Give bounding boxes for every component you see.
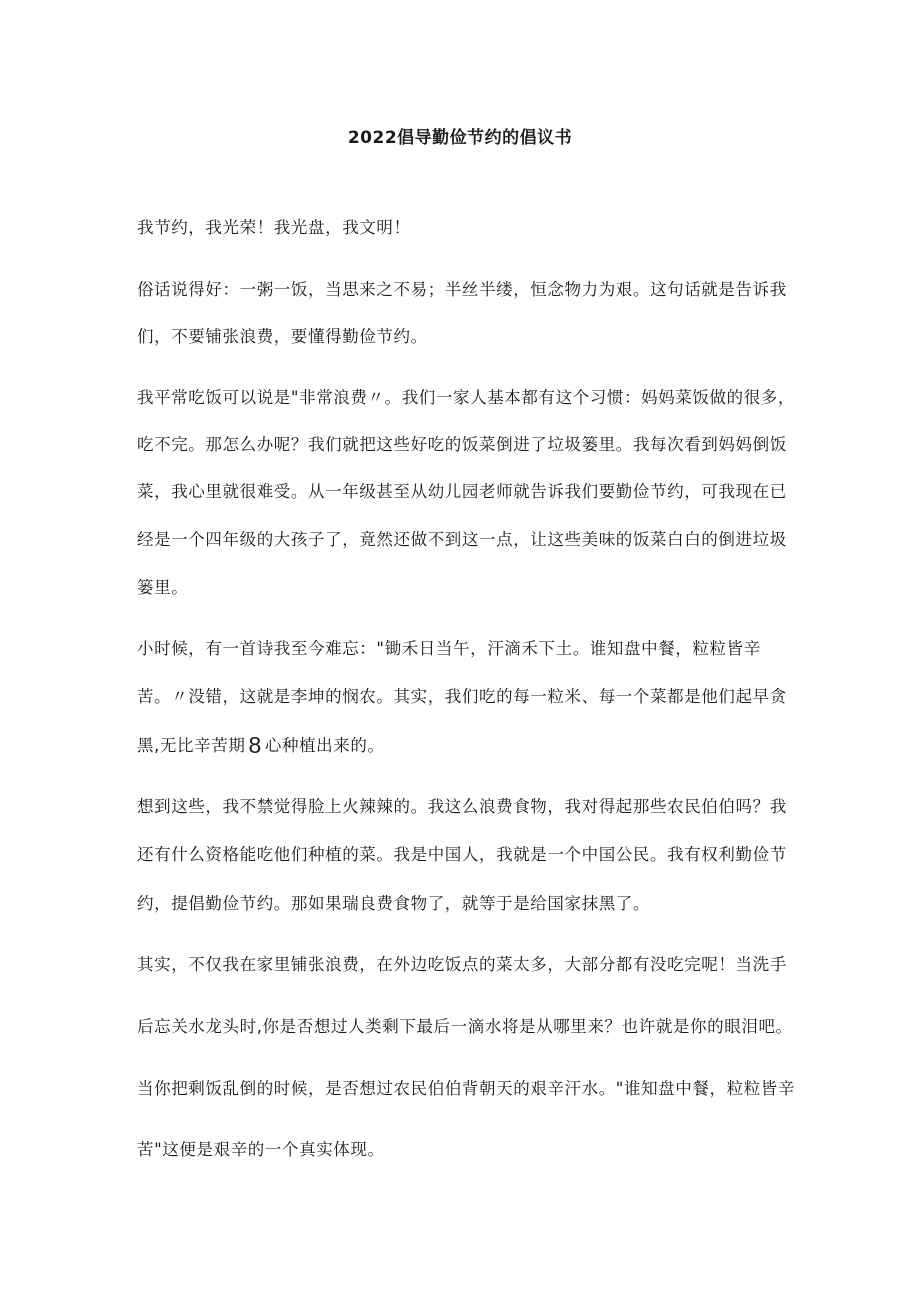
paragraph-3-line-3-after: 心种植出来的。	[264, 736, 385, 755]
paragraph-3-line-2: 苦。〃没错，这就是李坤的悯农。其实，我们吃的每一粒米、每一个菜都是他们起早贪	[137, 687, 787, 706]
slogan-line: 我节约，我光荣！我光盘，我文明！	[137, 218, 411, 237]
paragraph-5-line-4: 苦"这便是艰辛的一个真实体现。	[137, 1140, 385, 1159]
paragraph-5-line-3: 当你把剩饭乱倒的时候，是否想过农民伯伯背朝天的艰辛汗水。"谁知盘中餐，粒粒皆辛	[137, 1079, 795, 1098]
paragraph-4-line-3: 约，提倡勤俭节约。那如果瑞良费食物了，就等于是给国家抹黑了。	[137, 894, 650, 913]
paragraph-3-large-digit: 8	[248, 732, 262, 758]
paragraph-2-line-4: 经是一个四年级的大孩子了，竟然还做不到这一点，让这些美味的饭菜白白的倒进垃圾	[137, 530, 787, 549]
paragraph-2-line-2: 吃不完。那怎么办呢？我们就把这些好吃的饭菜倒进了垃圾篓里。我每次看到妈妈倒饭	[137, 435, 787, 454]
paragraph-4-line-2: 还有什么资格能吃他们种植的菜。我是中国人，我就是一个中国公民。我有权利勤俭节	[137, 845, 787, 864]
document-title: 2022倡导勤俭节约的倡议书	[347, 128, 573, 148]
paragraph-5-line-1: 其实，不仅我在家里铺张浪费，在外边吃饭点的菜太多，大部分都有没吃完呢！当洗手	[137, 955, 787, 974]
paragraph-1-line-1: 俗话说得好：一粥一饭，当思来之不易；半丝半缕，恒念物力为艰。这句话就是告诉我	[137, 280, 787, 299]
paragraph-3-line-3	[137, 733, 385, 758]
paragraph-2-line-1: 我平常吃饭可以说是"非常浪费〃。我们一家人基本都有这个习惯：妈妈菜饭做的很多，	[137, 388, 795, 407]
paragraph-3-line-3-before: 黑,无比辛苦期	[137, 736, 246, 755]
paragraph-2-line-3: 菜，我心里就很难受。从一年级甚至从幼儿园老师就告诉我们要勤俭节约，可我现在已	[137, 482, 787, 501]
paragraph-5-line-2: 后忘关水龙头时,你是否想过人类剩下最后一滴水将是从哪里来？也许就是你的眼泪吧。	[137, 1017, 793, 1036]
paragraph-2-line-5: 篓里。	[137, 578, 189, 597]
paragraph-4-line-1: 想到这些，我不禁觉得脸上火辣辣的。我这么浪费食物，我对得起那些农民伯伯吗？我	[137, 797, 787, 816]
paragraph-3-line-1: 小时候，有一首诗我至今难忘："锄禾日当午，汗滴禾下土。谁知盘中餐，粒粒皆辛	[137, 639, 761, 658]
paragraph-1-line-2: 们，不要铺张浪费，要懂得勤俭节约。	[137, 327, 428, 346]
